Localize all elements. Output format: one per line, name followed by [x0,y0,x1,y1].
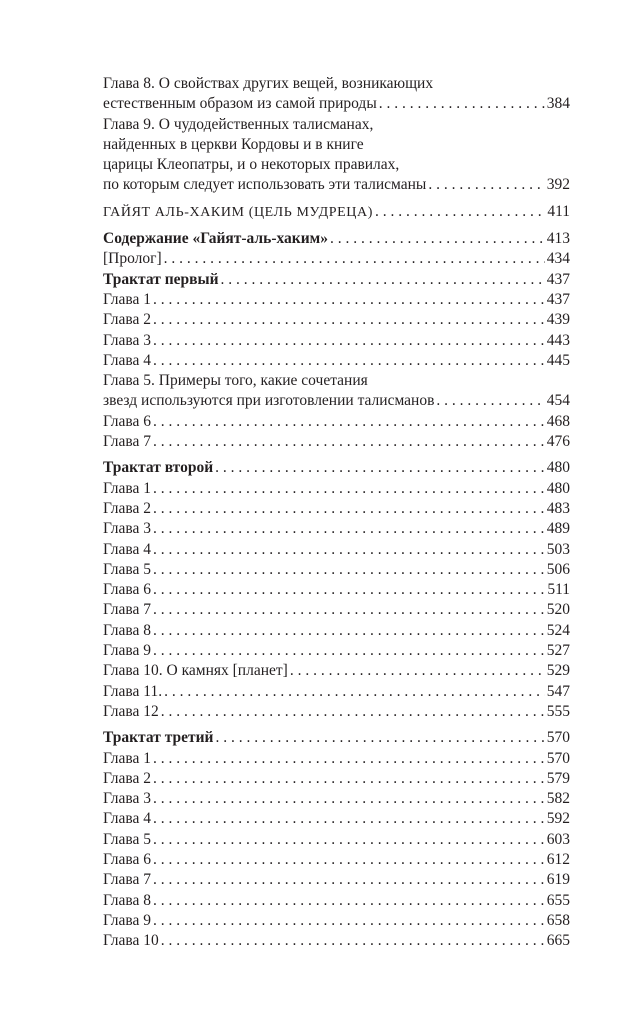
toc-line [103,499,570,519]
entry-title: Глава 5 [103,830,152,848]
dot-leader [161,702,545,722]
toc-line [103,371,570,391]
page-number: 603 [546,830,570,848]
toc-line [103,809,570,829]
toc-entry [103,749,570,769]
entry-title: Глава 8 [103,621,152,639]
toc-line [103,661,570,681]
entry-title: Глава 8. О свойствах других вещей, возникающих [103,75,434,92]
entry-title: Глава 6 [103,850,152,868]
toc-line [103,458,570,478]
toc-entry [103,621,570,641]
page-number: 489 [546,520,570,538]
page-number: 384 [546,95,570,113]
page-number: 454 [546,392,570,410]
toc-line [103,728,570,748]
toc-entry [103,331,570,351]
page-number: 619 [546,871,570,889]
toc-line [103,519,570,539]
dot-leader [153,432,545,452]
entry-title: Глава 5 [103,560,152,578]
dot-leader [215,458,545,478]
entry-title: естественным образом из самой природы [103,95,377,113]
dot-leader [153,830,545,850]
dot-leader [153,412,545,432]
toc-entry [103,891,570,911]
toc-line [103,229,570,249]
toc-entry [103,351,570,371]
toc-entry [103,911,570,931]
toc-line [103,249,570,269]
entry-title: Трактат первый [103,270,219,288]
toc-entry [103,931,570,951]
page-number: 658 [546,911,570,929]
entry-title: найденных в церкви Кордовы и в книге [103,135,364,153]
toc-entry [103,479,570,499]
dot-leader [221,270,545,290]
dot-leader [153,641,545,661]
toc-line [103,702,570,722]
entry-title: Глава 7 [103,601,152,619]
toc-entry [103,371,570,412]
entry-title: Глава 10 [103,932,159,950]
page-number: 579 [546,769,570,787]
dot-leader [153,870,545,890]
toc-line [103,115,570,135]
page-number: 524 [546,621,570,639]
dot-leader [153,749,545,769]
page-number: 665 [546,932,570,950]
entry-title: Глава 9. О чудодейственных талисманах, [103,115,374,133]
toc-line [103,412,570,432]
dot-leader [153,499,545,519]
dot-leader [153,850,545,870]
toc-entry [103,249,570,269]
toc-entry [103,728,570,748]
page-number: 503 [546,540,570,558]
entry-title: Глава 7 [103,433,152,451]
page-number: 439 [546,311,570,329]
toc-line [103,479,570,499]
page-number: 547 [546,682,570,700]
entry-title: Глава 6 [103,412,152,430]
dot-leader [153,621,545,641]
toc-line [103,135,570,155]
dot-leader [153,519,545,539]
entry-title: Глава 4 [103,351,152,369]
dot-leader [153,789,545,809]
dot-leader [215,728,544,748]
toc-entry [103,830,570,850]
entry-title: Глава 2 [103,769,152,787]
toc-entry [103,115,570,196]
page-number: 434 [546,250,570,268]
entry-title: Глава 5. Примеры того, какие сочетания [103,372,368,390]
page-number: 411 [547,202,570,220]
toc-entry [103,458,570,478]
dot-leader [153,290,545,310]
page-number: 506 [546,560,570,578]
toc-entry [103,789,570,809]
toc-line [103,931,570,951]
toc-line [103,74,570,94]
toc-entry [103,682,570,702]
dot-leader [164,682,545,702]
entry-title: Глава 3 [103,520,152,538]
page-number: 529 [546,662,570,680]
entry-title: по которым следует использовать эти талисманы [103,176,427,194]
page-number: 476 [546,433,570,451]
toc-line [103,600,570,620]
toc-line [103,202,570,223]
page-number: 592 [546,810,570,828]
dot-leader [290,661,545,681]
toc-entry [103,850,570,870]
page-number: 443 [546,331,570,349]
dot-leader [153,600,545,620]
toc-line [103,769,570,789]
page-number: 527 [546,642,570,660]
page-number: 468 [546,412,570,430]
dot-leader [153,911,545,931]
toc-line [103,911,570,931]
entry-title: ГАЙЯТ АЛЬ-ХАКИМ (ЦЕЛЬ МУДРЕЦА) [103,204,373,220]
toc-entry [103,580,570,600]
dot-leader [153,540,545,560]
toc-entry [103,600,570,620]
toc-entry [103,560,570,580]
entry-title: Глава 1 [103,290,152,308]
toc-line [103,391,570,411]
entry-title: звезд используются при изготовлении талисманов [103,392,435,410]
toc-line [103,682,570,702]
entry-title: Глава 11. [103,682,163,700]
page-number: 437 [546,290,570,308]
toc-entry [103,202,570,223]
dot-leader [375,202,545,222]
toc-line [103,641,570,661]
dot-leader [436,391,544,411]
entry-title: Трактат второй [103,459,214,477]
dot-leader [330,229,545,249]
toc-entry [103,290,570,310]
toc-entry [103,641,570,661]
dot-leader [379,94,545,114]
entry-title: Глава 10. О камнях [планет] [103,662,288,680]
toc-entry [103,310,570,330]
dot-leader [153,809,545,829]
page-number: 570 [546,729,570,747]
dot-leader [153,560,545,580]
entry-title: Глава 1 [103,479,152,497]
page-number: 655 [546,891,570,909]
dot-leader [153,769,545,789]
toc-entry [103,432,570,452]
entry-title: Глава 3 [103,331,152,349]
toc-entry [103,519,570,539]
page-number: 555 [546,702,570,720]
toc-line [103,560,570,580]
toc-entry [103,499,570,519]
toc-line [103,310,570,330]
entry-title: Глава 9 [103,642,152,660]
entry-title: Глава 12 [103,702,159,720]
entry-title: Глава 8 [103,891,152,909]
page-number: 520 [546,601,570,619]
entry-title: Трактат третий [103,729,214,747]
entry-title: Глава 4 [103,540,152,558]
entry-title: Глава 6 [103,581,152,599]
entry-title: Глава 4 [103,810,152,828]
toc-entry [103,270,570,290]
page-number: 413 [546,230,570,248]
page-number: 570 [546,749,570,767]
toc-line [103,789,570,809]
dot-leader [153,891,545,911]
toc-line [103,94,570,114]
entry-title: Глава 2 [103,499,152,517]
toc-line [103,830,570,850]
page-number: 445 [546,351,570,369]
entry-title: Глава 2 [103,311,152,329]
page-number: 480 [546,479,570,497]
toc-entry [103,769,570,789]
entry-title: [Пролог] [103,250,162,268]
entry-title: Глава 1 [103,749,152,767]
toc-line [103,331,570,351]
toc-line [103,870,570,890]
toc-line [103,351,570,371]
toc-line [103,290,570,310]
dot-leader [153,310,545,330]
toc-line [103,850,570,870]
page-number: 437 [546,270,570,288]
toc-entry [103,540,570,560]
toc-line [103,270,570,290]
entry-title: Содержание «Гайят-аль-хаким» [103,230,328,248]
toc-line [103,621,570,641]
toc-entry [103,229,570,249]
dot-leader [428,175,544,195]
dot-leader [161,931,545,951]
toc-line [103,175,570,195]
page-number: 582 [546,790,570,808]
toc-line [103,155,570,175]
table-of-contents [103,74,570,951]
page-number: 612 [546,850,570,868]
entry-title: Глава 7 [103,871,152,889]
page-number: 483 [546,499,570,517]
toc-entry [103,74,570,115]
toc-entry [103,661,570,681]
page-number: 511 [547,581,570,599]
page-number: 480 [546,459,570,477]
toc-entry [103,702,570,722]
dot-leader [153,580,545,600]
toc-line [103,432,570,452]
toc-line [103,540,570,560]
dot-leader [153,479,545,499]
toc-line [103,891,570,911]
toc-entry [103,412,570,432]
entry-title: Глава 3 [103,790,152,808]
toc-line [103,580,570,600]
toc-entry [103,870,570,890]
entry-title: Глава 9 [103,911,152,929]
toc-entry [103,809,570,829]
page-number: 392 [546,176,570,194]
dot-leader [153,351,545,371]
toc-line [103,749,570,769]
dot-leader [153,331,545,351]
dot-leader [164,249,545,269]
entry-title: царицы Клеопатры, и о некоторых правилах, [103,156,400,174]
